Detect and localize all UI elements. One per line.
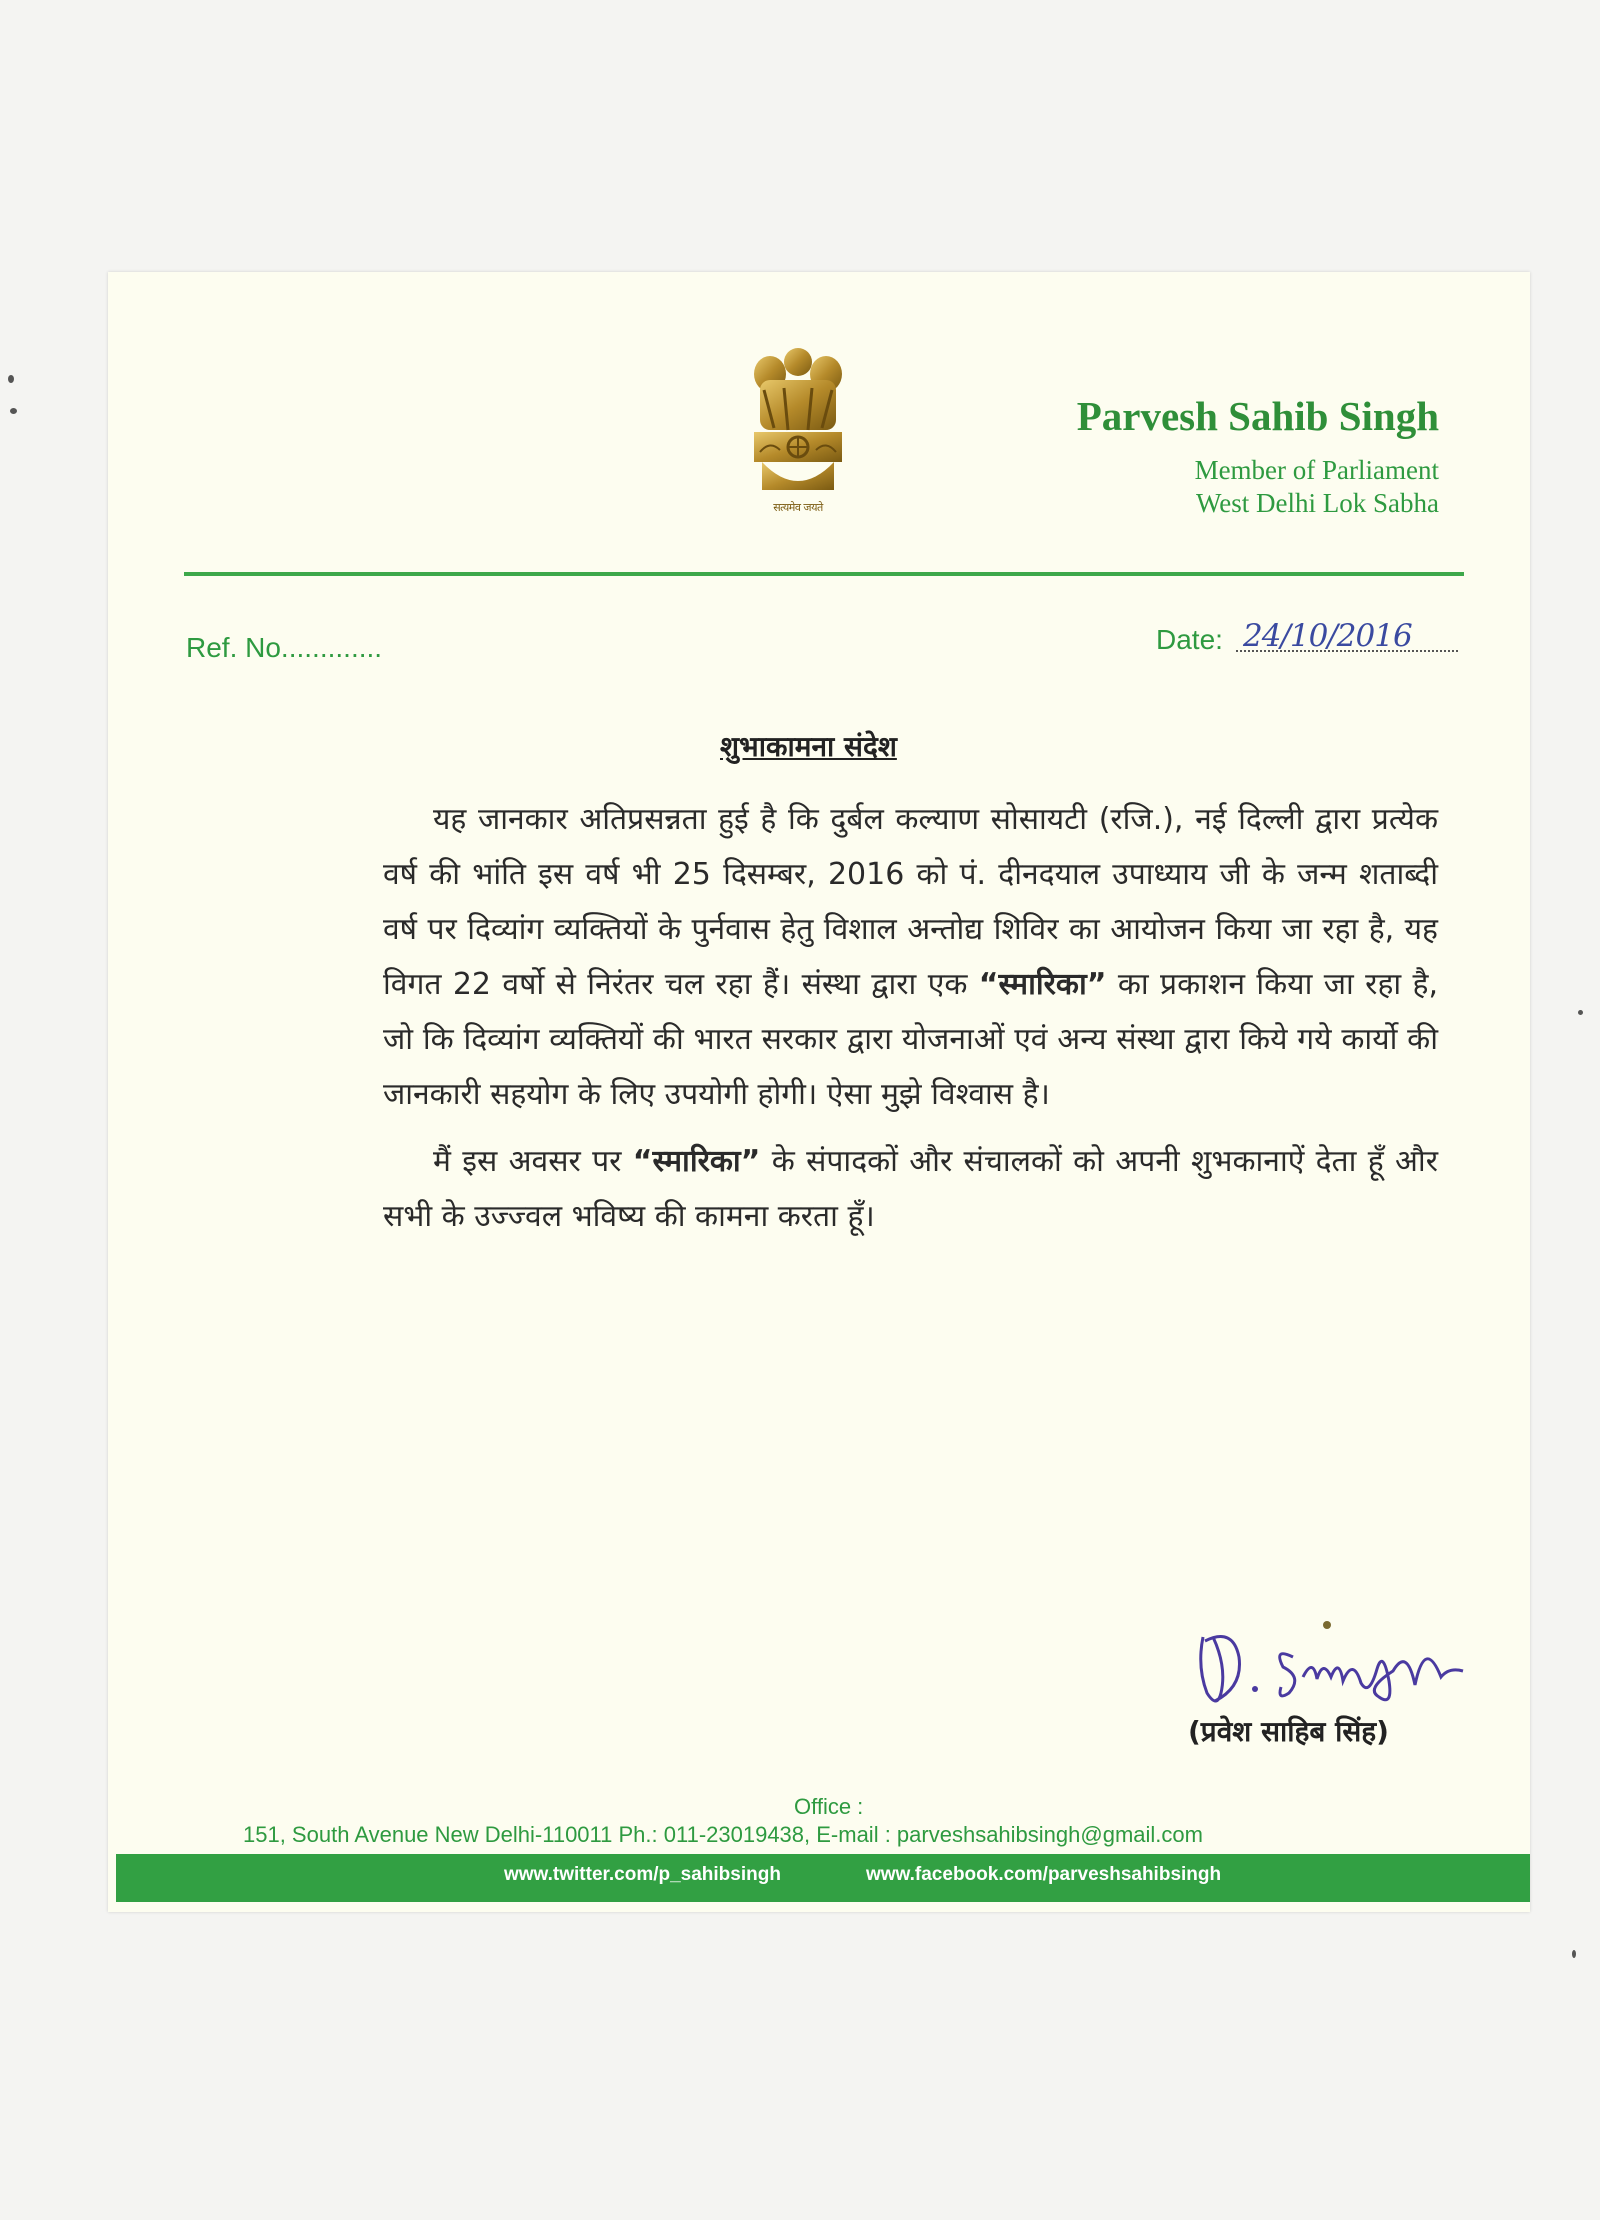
date-label: Date: [1156,624,1223,655]
scan-speck [1572,1950,1576,1958]
signature [1193,1597,1493,1717]
office-label: Office : [794,1794,864,1819]
souvenir-highlight: “स्मारिका” [978,967,1107,1002]
constituency-line: West Delhi Lok Sabha [1195,488,1439,518]
mp-designation [1195,454,1439,520]
letter-subject: शुभाकामना संदेश [720,730,897,763]
paragraph-text: यह जानकार अतिप्रसन्नता हुई है कि दुर्बल कल्याण सोसायटी (रजि.), नई दिल्ली द्वारा प्रत्येक वर्ष की भांति इस वर्ष भी 25 दिसम्बर, 2016 को पं. दीनदयाल उपाध्याय जी के जन्म शताब्दी वर्ष पर दिव्यांग व्यक्तियों के पुर्नवास हेतु विशाल अन्तोद्य शिविर का आयोजन किया जा रहा है, यह विगत 22 वर्षो से निरंतर चल रहा हैं। संस्था द्वारा एक [383,802,1438,1002]
paragraph-text: के संपादकों और संचालकों को अपनी शुभकानाऐं देता हूँ और सभी के उज्ज्वल भविष्य की कामना करता हूँ। [383,1144,1438,1234]
designation-line: Member of Parliament [1194,455,1439,485]
mp-name: Parvesh Sahib Singh [1076,393,1439,439]
body-paragraph [383,1134,1438,1244]
letter-body [383,792,1438,1244]
paragraph-text: का प्रकाशन किया जा रहा है, जो कि दिव्यांग व्यक्तियों की भारत सरकार द्वारा योजनाओं एवं अन्य संस्था द्वारा किये गये कार्यो की जानकारी सहयोग के लिए उपयोगी होगी। ऐसा मुझे विश्वास है। [383,967,1439,1112]
footer-bar [116,1854,1530,1902]
office-address: 151, South Avenue New Delhi-110011 Ph.: 011-23019438, E-mail : parveshsahibsingh@gmail.com [243,1822,1203,1847]
header-divider [184,572,1464,576]
facebook-link: www.facebook.com/parveshsahibsingh [866,1864,1222,1885]
body-paragraph [383,792,1438,1122]
scan-speck [8,375,14,383]
scan-speck [1578,1010,1583,1015]
souvenir-highlight: “स्मारिका” [632,1144,761,1179]
twitter-link: www.twitter.com/p_sahibsingh [504,1864,781,1885]
lion-capital-icon [740,340,856,500]
emblem-motto: सत्यमेव जयते [773,501,823,514]
scan-speck [10,408,17,414]
paragraph-text: मैं इस अवसर पर [433,1144,633,1179]
handwritten-date: 24/10/2016 [1243,618,1412,654]
reference-number: Ref. No............. [186,632,383,663]
signatory-name: (प्रवेश साहिब सिंह) [1188,1715,1389,1748]
national-emblem [740,340,856,516]
letterhead-page [108,272,1530,1912]
